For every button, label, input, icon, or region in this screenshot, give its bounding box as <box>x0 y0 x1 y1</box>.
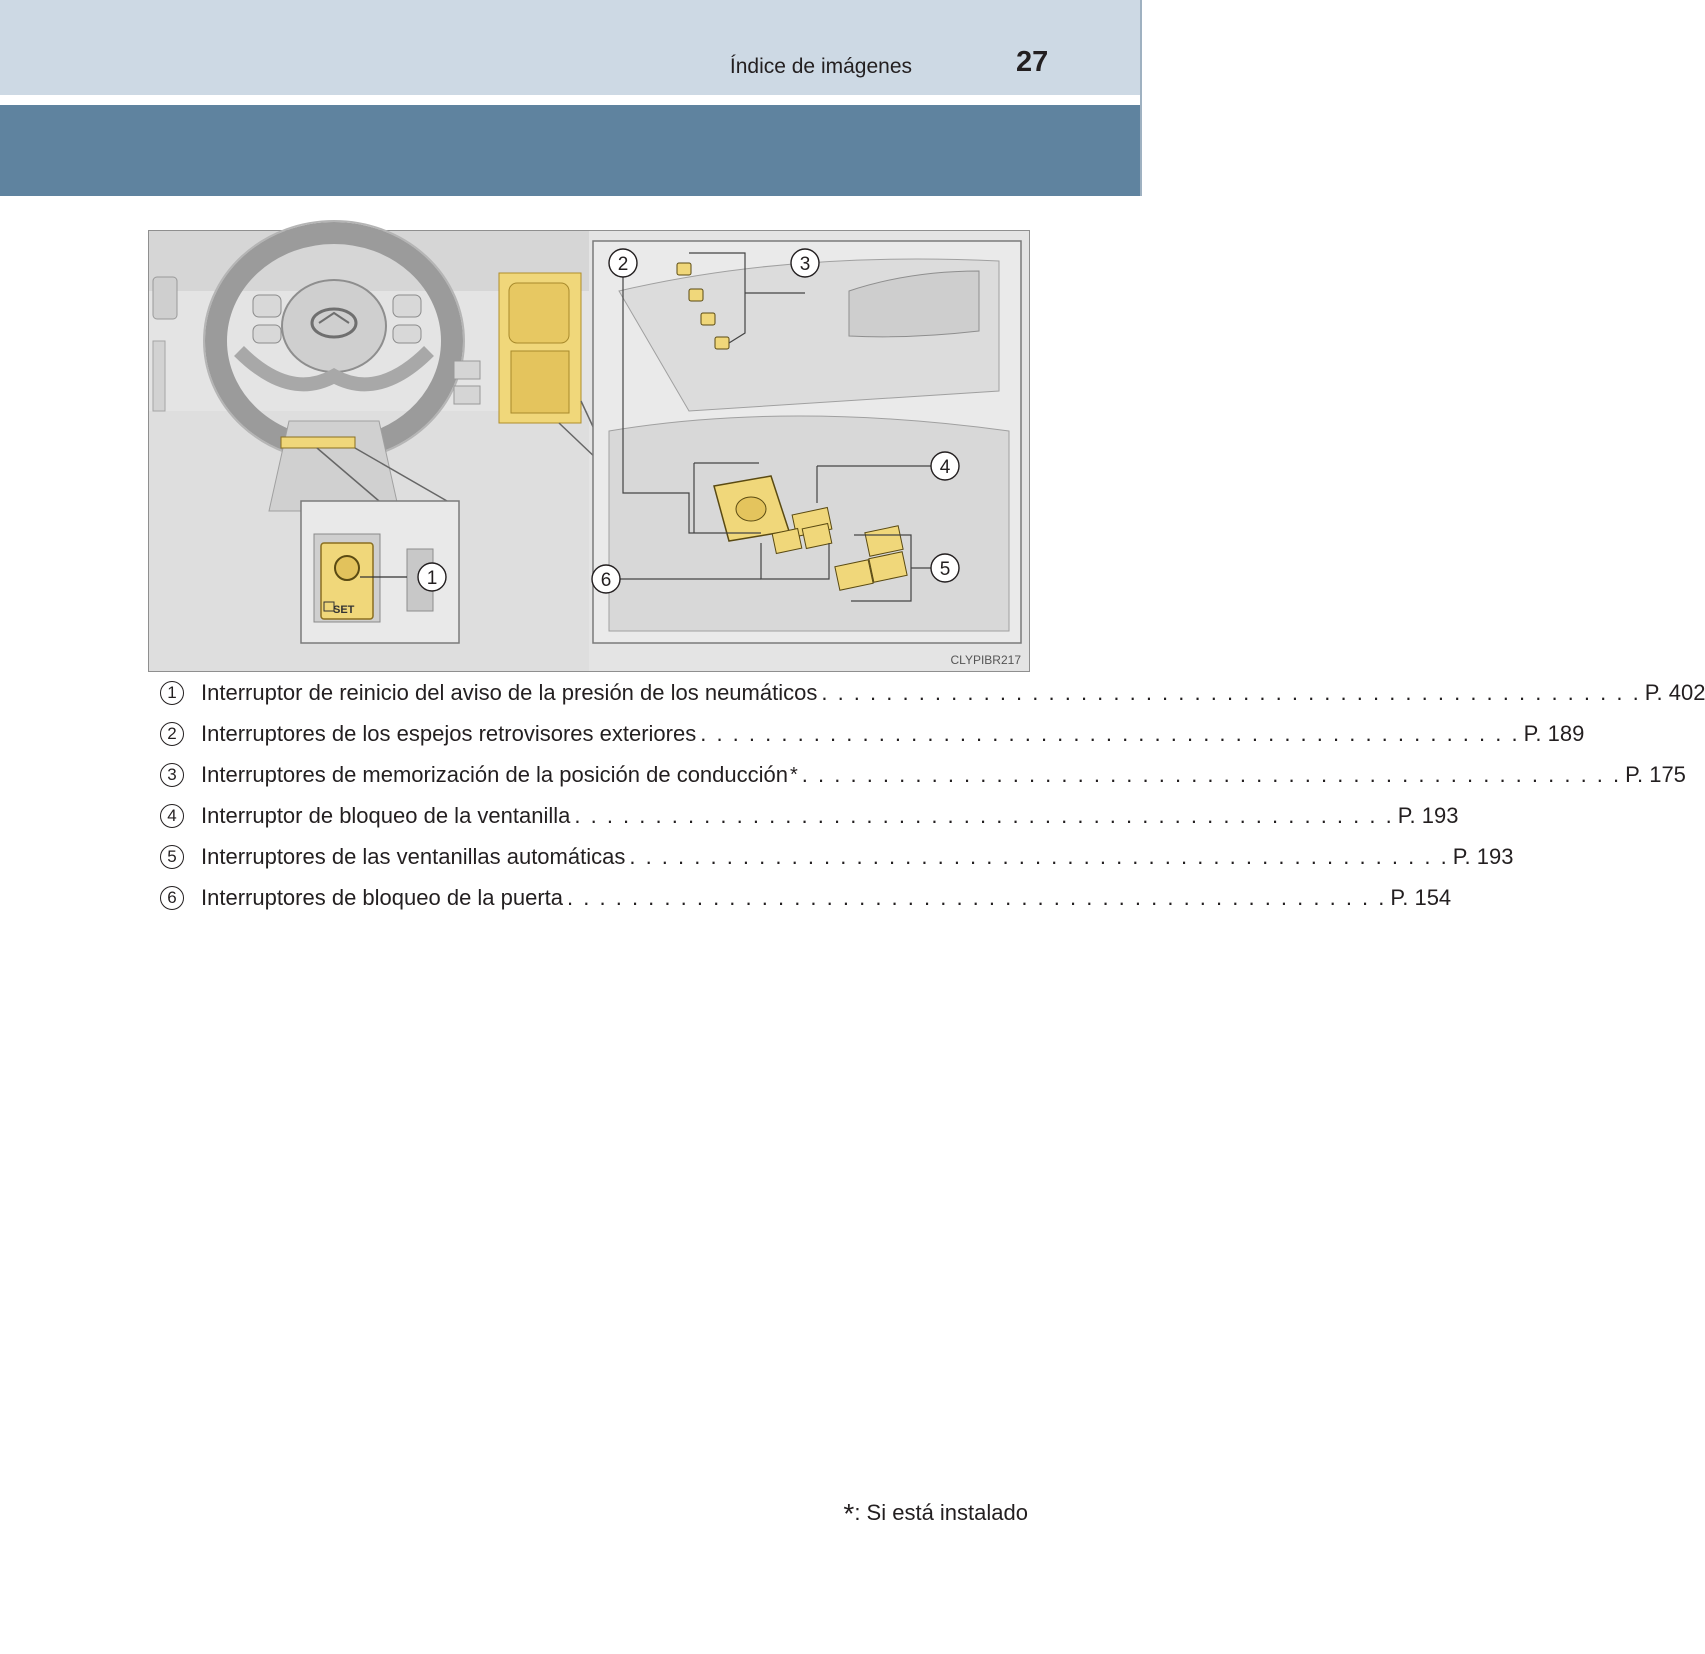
item-number: 1 <box>160 681 184 705</box>
callout-6-label: 6 <box>600 570 612 591</box>
list-item <box>160 877 1452 918</box>
page-reference-link[interactable]: P. 175 <box>1625 761 1686 787</box>
callout-5-label: 5 <box>939 559 951 580</box>
item-text: Interruptores de bloqueo de la puerta <box>201 884 564 910</box>
footnote <box>843 1500 1028 1528</box>
item-text: Interruptores de memorización de la posición de conducción <box>201 761 788 787</box>
list-item <box>160 836 1514 877</box>
page-reference-link[interactable]: P. 154 <box>1390 884 1452 910</box>
page-reference-link[interactable]: P. 189 <box>1523 720 1585 746</box>
page-reference-link[interactable]: P. 193 <box>1397 802 1459 828</box>
list-item: 3 Interruptores de memorización de la posición de conducción * . . . . . . . . . . . . . . . . . . . . . . . . . . . . . . . . . . . . . . . . . . . . . . . . . . . P. 175 <box>160 754 990 795</box>
callout-2-label: 2 <box>617 254 629 275</box>
reference-list <box>160 672 1705 918</box>
item-number: 5 <box>160 845 184 869</box>
item-text: Interruptor de bloqueo de la ventanilla <box>201 802 571 828</box>
leader-dots: . . . . . . . . . . . . . . . . . . . . . . . . . . . . . . . . . . . . . . . . . . . . . . . . . . . <box>801 761 1622 787</box>
item-number: 3 <box>160 763 184 787</box>
footnote-asterisk: * <box>843 1498 855 1529</box>
leader-dots: . . . . . . . . . . . . . . . . . . . . . . . . . . . . . . . . . . . . . . . . . . . . . . . . . . . <box>567 884 1387 910</box>
item-text: Interruptores de los espejos retrovisores exteriores <box>201 720 697 746</box>
leader-dots: . . . . . . . . . . . . . . . . . . . . . . . . . . . . . . . . . . . . . . . . . . . . . . . . . . . <box>700 720 1520 746</box>
header-edge-line <box>1140 0 1142 196</box>
section-title: Índice de imágenes <box>729 55 912 78</box>
page-reference-link[interactable]: P. 193 <box>1452 843 1514 869</box>
callout-1-label: 1 <box>426 568 438 589</box>
item-number: 2 <box>160 722 184 746</box>
header-top-band <box>0 0 1142 95</box>
item-text: Interruptor de reinicio del aviso de la presión de los neumáticos <box>201 679 818 705</box>
figure-code: CLYPIBR217 <box>950 653 1021 667</box>
page-reference-link[interactable]: P. 402 <box>1644 679 1705 705</box>
list-item <box>160 672 1705 713</box>
leader-dots: . . . . . . . . . . . . . . . . . . . . . . . . . . . . . . . . . . . . . . . . . . . . . . . . . . . <box>821 679 1641 705</box>
leader-dots: . . . . . . . . . . . . . . . . . . . . . . . . . . . . . . . . . . . . . . . . . . . . . . . . . . . <box>574 802 1394 828</box>
item-text: Interruptores de las ventanillas automáticas <box>201 843 626 869</box>
footnote-text: : Si está instalado <box>854 1500 1028 1525</box>
dashboard-illustration <box>148 230 1030 672</box>
header-blue-band <box>0 105 1142 196</box>
callout-3-label: 3 <box>799 254 811 275</box>
page-number: 27 <box>1016 46 1049 78</box>
callout-4-label: 4 <box>939 457 951 478</box>
set-label: SET <box>333 604 355 616</box>
leader-dots: . . . . . . . . . . . . . . . . . . . . . . . . . . . . . . . . . . . . . . . . . . . . . . . . . . . <box>629 843 1449 869</box>
list-item <box>160 713 1585 754</box>
dashboard-drawing <box>149 231 1029 671</box>
item-number: 6 <box>160 886 184 910</box>
list-item <box>160 795 1459 836</box>
item-number: 4 <box>160 804 184 828</box>
header-divider <box>0 95 1142 105</box>
